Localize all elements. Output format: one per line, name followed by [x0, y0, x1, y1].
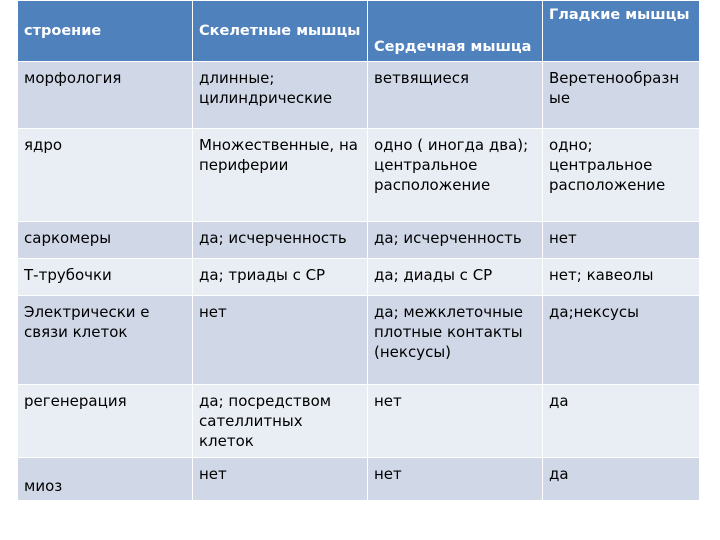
cell-smooth: да;нексусы — [543, 296, 700, 385]
row-label: морфология — [18, 62, 193, 129]
table-row — [18, 385, 700, 458]
cell-skeletal: да; триады с СР — [193, 259, 368, 296]
muscle-comparison-table — [17, 0, 700, 501]
table-row — [18, 259, 700, 296]
table-header-row — [18, 1, 700, 62]
cell-smooth: одно; центральное расположение — [543, 129, 700, 222]
cell-smooth: Веретенообразн ые — [543, 62, 700, 129]
cell-smooth: нет; кавеолы — [543, 259, 700, 296]
cell-cardiac: да; исчерченность — [368, 222, 543, 259]
row-label: миоз — [18, 458, 193, 501]
cell-cardiac: нет — [368, 458, 543, 501]
row-label: саркомеры — [18, 222, 193, 259]
cell-cardiac: нет — [368, 385, 543, 458]
table-row — [18, 222, 700, 259]
cell-cardiac: ветвящиеся — [368, 62, 543, 129]
header-smooth: Гладкие мышцы — [543, 1, 700, 62]
cell-cardiac: да; диады с СР — [368, 259, 543, 296]
cell-skeletal: да; исчерченность — [193, 222, 368, 259]
table-row — [18, 62, 700, 129]
table-row — [18, 458, 700, 501]
cell-cardiac: одно ( иногда два); центральное расположение — [368, 129, 543, 222]
row-label: регенерация — [18, 385, 193, 458]
cell-skeletal: да; посредством сателлитных клеток — [193, 385, 368, 458]
header-skeletal: Скелетные мышцы — [193, 1, 368, 62]
cell-skeletal: Множественные, на периферии — [193, 129, 368, 222]
cell-skeletal: нет — [193, 458, 368, 501]
cell-skeletal: длинные; цилиндрические — [193, 62, 368, 129]
header-cardiac: Сердечная мышца — [368, 1, 543, 62]
table-row — [18, 296, 700, 385]
cell-smooth: нет — [543, 222, 700, 259]
cell-smooth: да — [543, 385, 700, 458]
row-label: Электрически е связи клеток — [18, 296, 193, 385]
row-label: Т-трубочки — [18, 259, 193, 296]
cell-cardiac: да; межклеточные плотные контакты (нексусы) — [368, 296, 543, 385]
row-label: ядро — [18, 129, 193, 222]
cell-smooth: да — [543, 458, 700, 501]
table-row — [18, 129, 700, 222]
header-structure: строение — [18, 1, 193, 62]
cell-skeletal: нет — [193, 296, 368, 385]
